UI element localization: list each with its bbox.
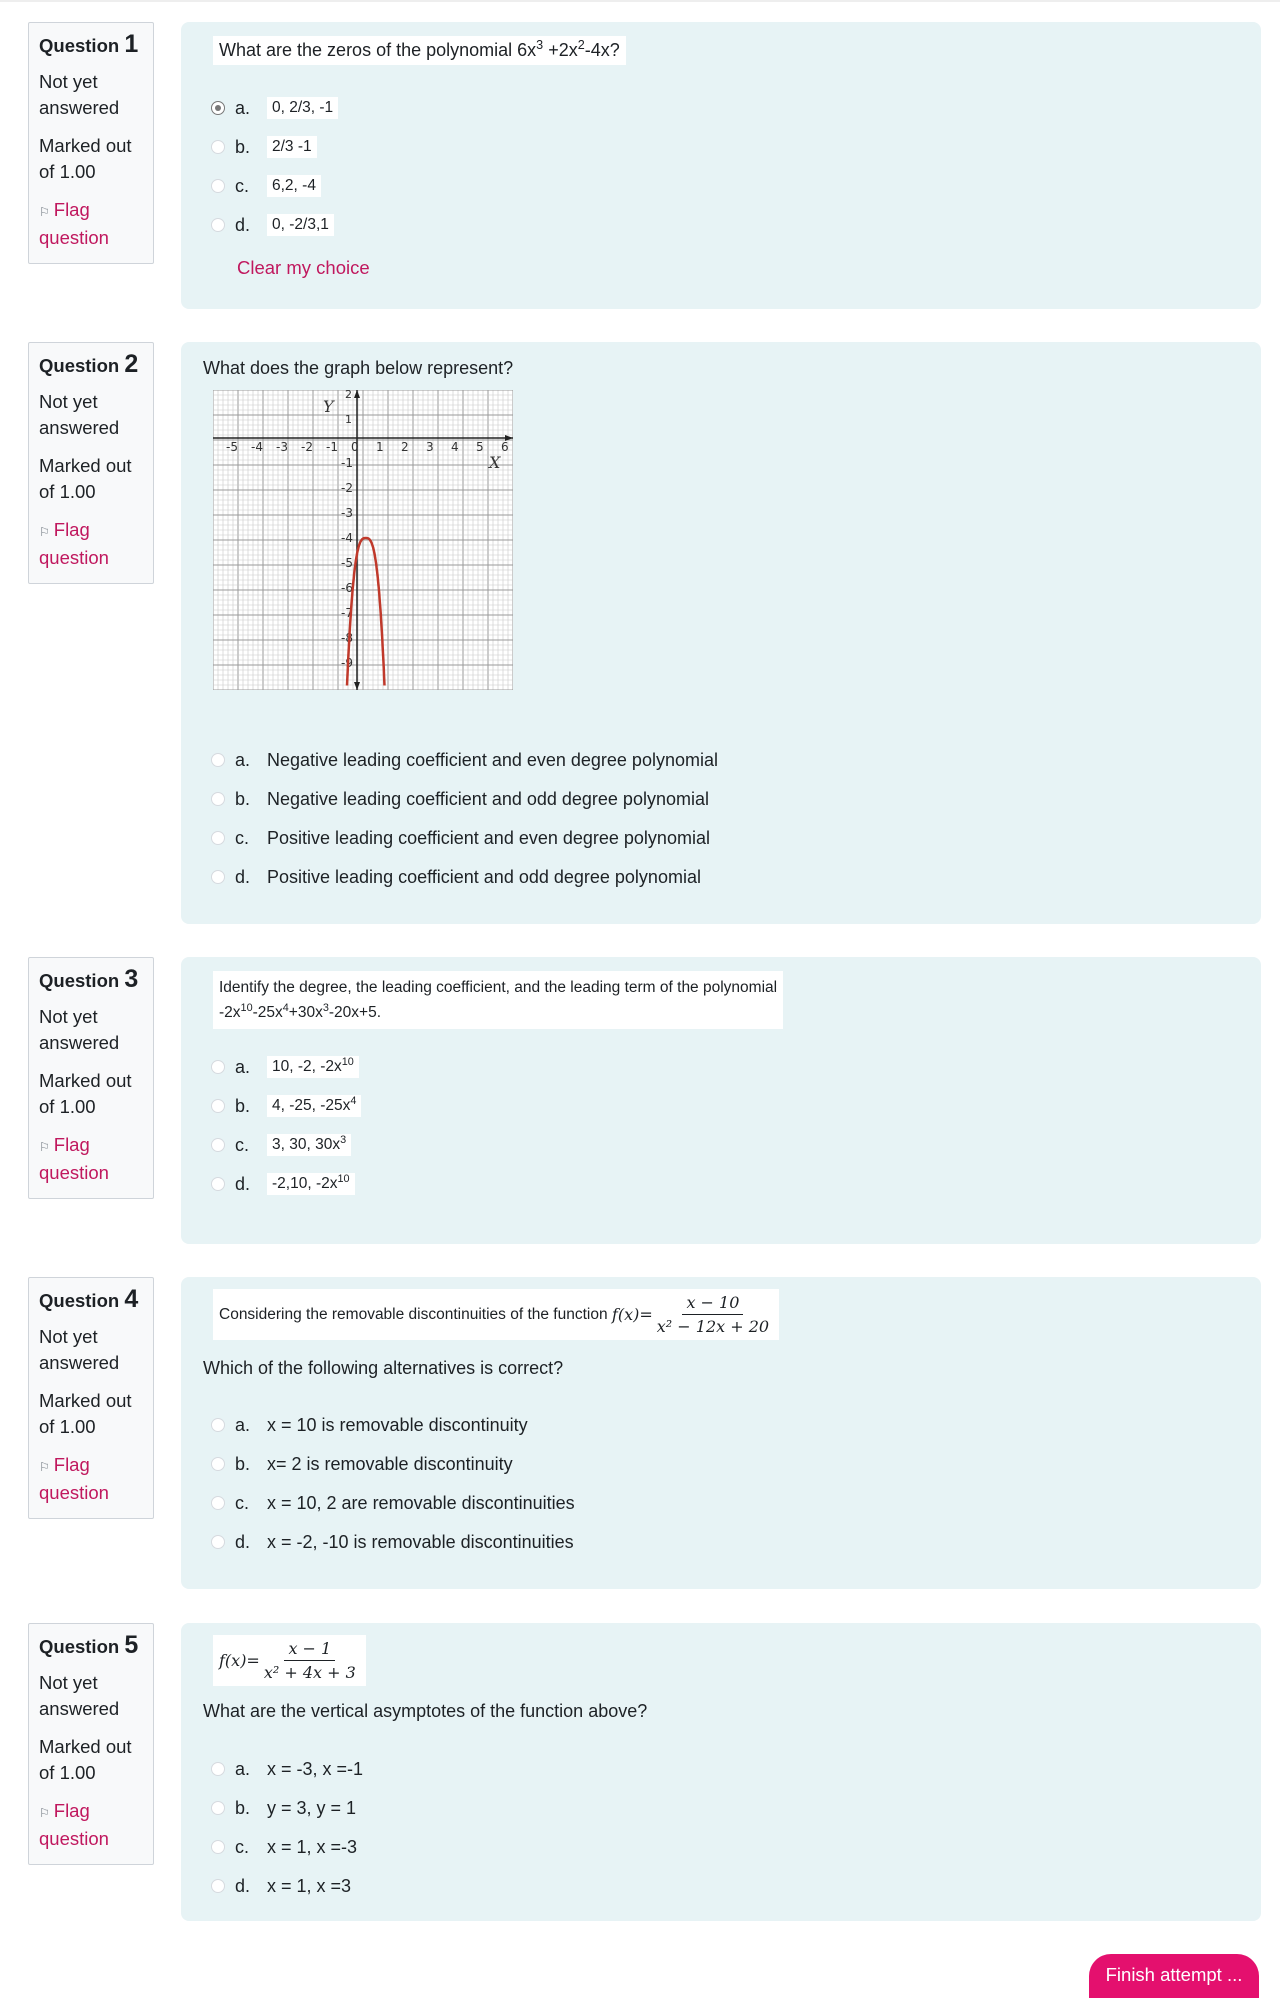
question-text: Considering the removable discontinuities of the function f(x)= $\frac{x - 10}{\text{x² − 12x + 20}}$	[213, 1289, 779, 1340]
x-tick-label: 0	[351, 440, 359, 454]
radio-button[interactable]	[211, 1099, 225, 1113]
y-tick-label: 1	[345, 413, 352, 426]
answer-option-b[interactable]: b. y = 3, y = 1	[211, 1794, 356, 1822]
question-text: Identify the degree, the leading coefficient, and the leading term of the polynomial $-2x^{10}-25x^4+30x^3-20x+5$.	[213, 971, 783, 1029]
question-4-info	[28, 1277, 154, 1519]
y-tick-label: -4	[341, 531, 353, 545]
radio-button[interactable]	[211, 218, 225, 232]
answer-option-b[interactable]: b. 4, -25, $-25x^4$	[211, 1092, 361, 1120]
radio-button[interactable]	[211, 1496, 225, 1510]
question-state: Not yet answered	[39, 1326, 120, 1373]
top-divider	[0, 0, 1280, 2]
radio-button[interactable]	[211, 179, 225, 193]
answer-option-d[interactable]: d. x = -2, -10 is removable discontinuities	[211, 1528, 574, 1556]
answer-option-a[interactable]: a. Negative leading coefficient and even degree polynomial	[211, 746, 718, 774]
y-tick-label: 2	[345, 390, 352, 401]
question-4-content	[181, 1277, 1261, 1589]
radio-button[interactable]	[211, 831, 225, 845]
question-number: Question 5	[39, 1631, 139, 1659]
radio-button[interactable]	[211, 1457, 225, 1471]
question-subtext: Which of the following alternatives is correct?	[203, 1358, 564, 1378]
question-text: What does the graph below represent?	[203, 358, 514, 378]
answer-option-c[interactable]: c. x = 10, 2 are removable discontinuities	[211, 1489, 575, 1517]
question-state: Not yet answered	[39, 1006, 120, 1053]
question-text	[213, 1635, 366, 1686]
x-tick-label: -1	[326, 440, 338, 454]
y-tick-label: -2	[341, 481, 353, 495]
radio-button[interactable]	[211, 1840, 225, 1854]
function-label: f(x)=	[611, 1305, 653, 1324]
question-grade: Marked out of 1.00	[39, 1070, 132, 1117]
clear-choice-link[interactable]: Clear my choice	[237, 257, 370, 278]
radio-button[interactable]	[211, 1060, 225, 1074]
radio-button[interactable]	[211, 1535, 225, 1549]
y-tick-label: -5	[341, 556, 353, 570]
fraction: $\frac{x - 1}{\text{x² + 4x + 3}}$	[263, 1639, 356, 1682]
finish-attempt-button[interactable]: Finish attempt ...	[1089, 1954, 1259, 1998]
y-tick-label: -6	[341, 581, 353, 595]
answer-option-c[interactable]: c. x = 1, x =-3	[211, 1833, 357, 1861]
flag-question-link[interactable]: ⚐ Flag question	[39, 1454, 109, 1503]
question-grade: Marked out of 1.00	[39, 135, 132, 182]
x-axis-label: X	[489, 453, 501, 472]
answer-option-c[interactable]: c. 6,2, -4	[211, 172, 321, 200]
question-1-info	[28, 22, 154, 264]
question-5-info	[28, 1623, 154, 1865]
question-number: Question 4	[39, 1285, 139, 1313]
radio-button[interactable]	[211, 140, 225, 154]
polynomial-graph	[213, 390, 513, 690]
flag-icon: ⚐	[39, 525, 50, 539]
answer-option-d[interactable]: d. Positive leading coefficient and odd degree polynomial	[211, 863, 701, 891]
radio-button[interactable]	[211, 753, 225, 767]
question-text: What are the zeros of the polynomial $6x^3 +2x^2-4x$?	[213, 36, 626, 65]
function-label: f(x)=	[219, 1651, 260, 1670]
x-tick-label: 3	[426, 440, 434, 454]
flag-question-link[interactable]: ⚐ Flag question	[39, 1800, 109, 1849]
radio-button[interactable]	[211, 1138, 225, 1152]
flag-question-link[interactable]: ⚐ Flag question	[39, 519, 109, 568]
answer-option-c[interactable]: c. Positive leading coefficient and even degree polynomial	[211, 824, 710, 852]
answer-option-a[interactable]: a. x = -3, x =-1	[211, 1755, 363, 1783]
answer-option-b[interactable]: b. Negative leading coefficient and odd degree polynomial	[211, 785, 709, 813]
question-2-content	[181, 342, 1261, 924]
question-number: Question 1	[39, 30, 139, 58]
question-number: Question 2	[39, 350, 139, 378]
x-tick-label: 4	[451, 440, 459, 454]
x-tick-label: 5	[476, 440, 484, 454]
x-tick-label: -2	[301, 440, 313, 454]
question-3-info	[28, 957, 154, 1199]
y-axis-label: Y	[323, 397, 334, 416]
answer-option-a[interactable]: a. 10, -2, $-2x^{10}$	[211, 1053, 359, 1081]
question-number: Question 3	[39, 965, 139, 993]
answer-option-c[interactable]: c. 3, 30, $30x^3$	[211, 1131, 351, 1159]
x-tick-label: 1	[376, 440, 384, 454]
x-tick-label: -3	[276, 440, 288, 454]
question-subtext: What are the vertical asymptotes of the function above?	[203, 1701, 648, 1721]
answer-option-a[interactable]: a. 0, 2/3, -1	[211, 94, 338, 122]
question-grade: Marked out of 1.00	[39, 455, 132, 502]
x-tick-label: 2	[401, 440, 409, 454]
flag-icon: ⚐	[39, 205, 50, 219]
question-state: Not yet answered	[39, 71, 120, 118]
y-tick-label: -7	[341, 606, 353, 620]
question-5-content	[181, 1623, 1261, 1921]
answer-option-d[interactable]: d. -2,10, $-2x^{10}$	[211, 1170, 355, 1198]
radio-button[interactable]	[211, 792, 225, 806]
radio-button[interactable]	[211, 1762, 225, 1776]
radio-button[interactable]	[211, 1418, 225, 1432]
answer-option-b[interactable]: b. 2/3 -1	[211, 133, 317, 161]
flag-icon: ⚐	[39, 1806, 50, 1820]
flag-icon: ⚐	[39, 1140, 50, 1154]
x-tick-label: -5	[226, 440, 238, 454]
y-tick-label: -9	[341, 656, 353, 670]
answer-option-a[interactable]: a. x = 10 is removable discontinuity	[211, 1411, 528, 1439]
question-3-content	[181, 957, 1261, 1244]
y-tick-label: -8	[341, 631, 353, 645]
flag-question-link[interactable]: ⚐ Flag question	[39, 1134, 109, 1183]
answer-option-b[interactable]: b. x= 2 is removable discontinuity	[211, 1450, 513, 1478]
question-1-content	[181, 22, 1261, 309]
y-tick-label: -1	[341, 456, 353, 470]
answer-option-d[interactable]: d. x = 1, x =3	[211, 1872, 351, 1900]
x-tick-label: -4	[251, 440, 263, 454]
radio-button[interactable]	[211, 870, 225, 884]
answer-option-d[interactable]: d. 0, -2/3,1	[211, 211, 334, 239]
flag-icon: ⚐	[39, 1460, 50, 1474]
radio-button[interactable]	[211, 1177, 225, 1191]
radio-button[interactable]	[211, 101, 225, 115]
x-tick-label: 6	[501, 440, 509, 454]
radio-button[interactable]	[211, 1879, 225, 1893]
question-grade: Marked out of 1.00	[39, 1736, 132, 1783]
fraction: $\frac{x - 10}{\text{x² − 12x + 20}}$	[656, 1293, 770, 1336]
question-state: Not yet answered	[39, 1672, 120, 1719]
flag-question-link[interactable]: ⚐ Flag question	[39, 199, 109, 248]
question-grade: Marked out of 1.00	[39, 1390, 132, 1437]
y-tick-label: -3	[341, 506, 353, 520]
question-state: Not yet answered	[39, 391, 120, 438]
question-2-info	[28, 342, 154, 584]
radio-button[interactable]	[211, 1801, 225, 1815]
